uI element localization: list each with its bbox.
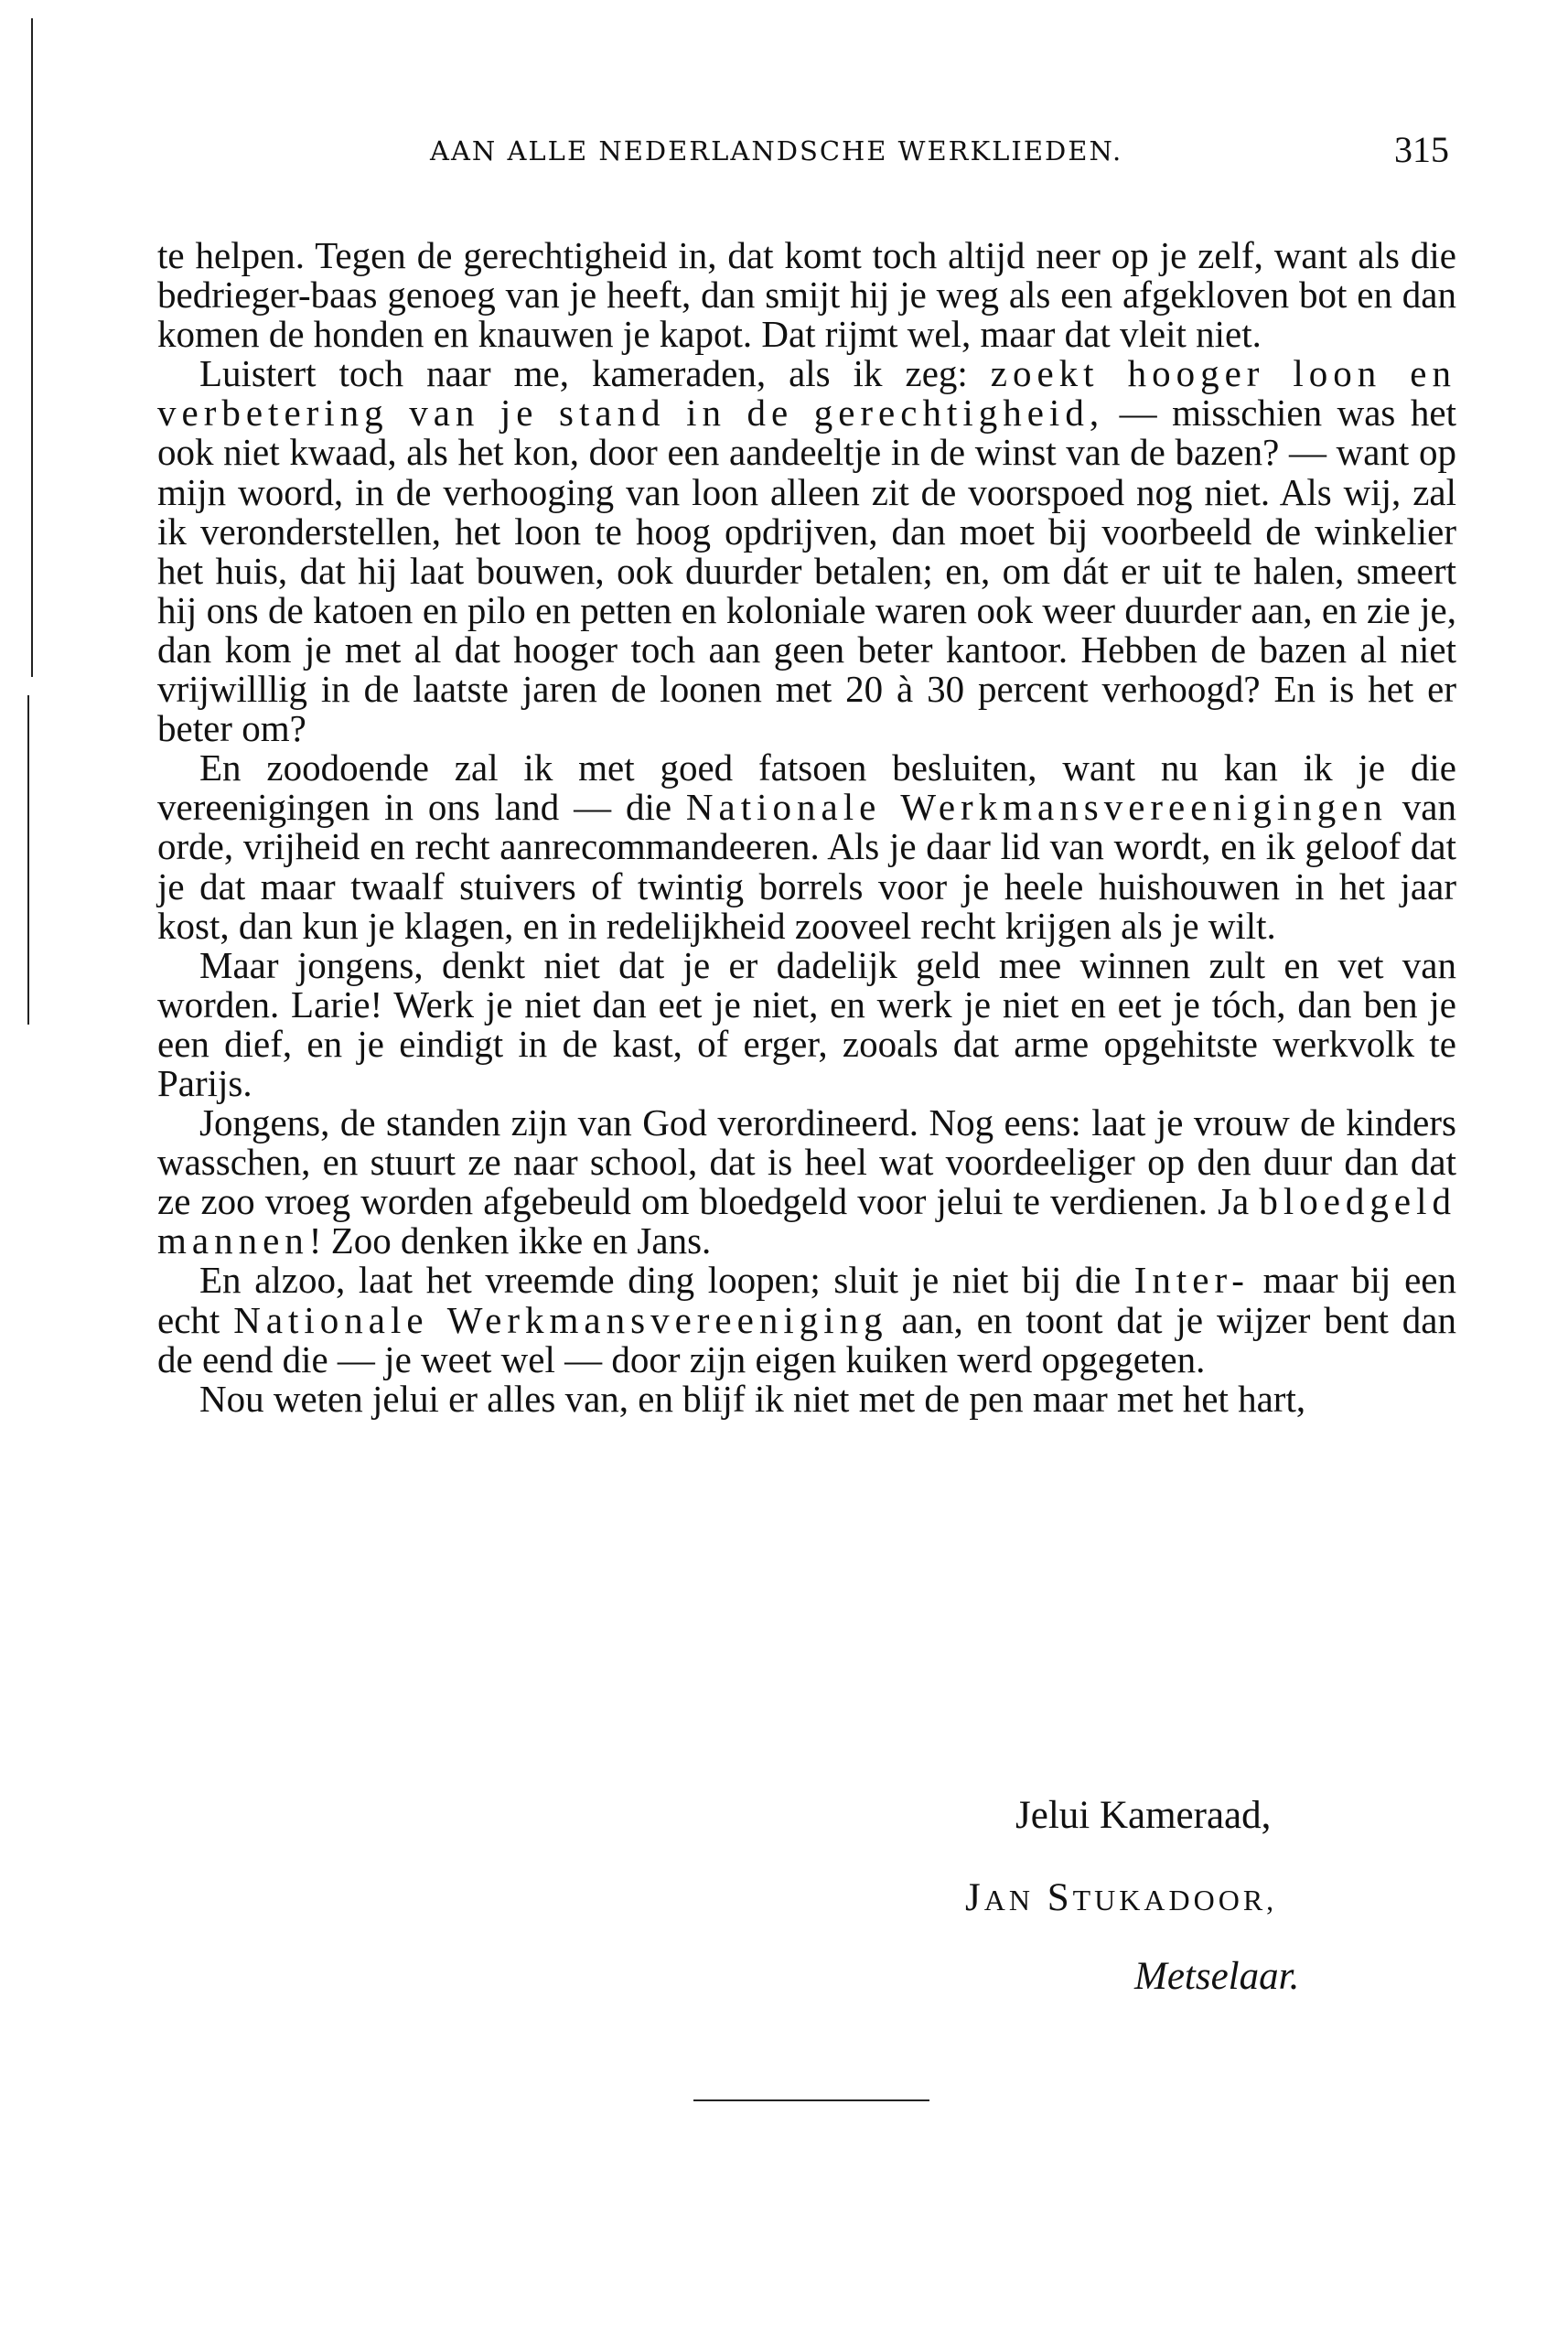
author-trade: Metselaar. [1134,1955,1300,1998]
emphasis-spaced: Nationale Werkmansvereeniging [233,1298,888,1341]
paragraph: Nou weten jelui er alles van, en blijf ik niet met de pen maar met het hart, [199,1377,1306,1420]
text-run: aan, en toont dat je wijzer bent dan de eend die — je weet wel — door zijn eigen kuiken werd opgegeten. [157,1298,1457,1380]
paragraph [157,748,1456,945]
initial-cap: J [965,1876,984,1919]
paragraph: Maar jongens, denkt niet dat je er dadelijk geld mee winnen zult en vet van worden. Larie! Werk je niet dan eet je niet, en werk je niet en eet je tóch, dan ben je een dief, en je eindigt in de kast, of erger, zooals dat arme opgehitste werkvolk te Parijs. [157,943,1456,1104]
emphasis-spaced: Nationale Werkmansvereenigingen [685,786,1388,829]
text-run: ! Zoo denken ikke en Jans. [308,1219,712,1262]
small-caps-run: AN [983,1884,1034,1917]
emphasis-spaced: Inter- [1133,1259,1250,1302]
paragraph [157,1261,1456,1379]
text-run: En zoodoende zal ik met goed fatsoen besluiten, want nu kan ik je die vereenigingen in ons land — die [157,746,1456,829]
scan-edge-line [27,695,29,1025]
paragraph [157,354,1456,748]
running-title: AAN ALLE NEDERLANDSCHE WERKLIEDEN. [430,135,1123,166]
paragraph: te helpen. Tegen de gerechtigheid in, dat komt toch altijd neer op je zelf, want als die bedrieger-baas genoeg van je heeft, dan smijt hij je weg als een afgekloven bot en dan komen de honden en knauwen je kapot. Dat rijmt wel, maar dat vleit niet. [157,234,1456,356]
author-name [965,1875,1277,1920]
text-run: Luistert toch naar me, kameraden, als ik zeg: [199,352,991,395]
scan-edge-line [31,18,33,677]
paragraph [157,1103,1456,1261]
end-rule [693,2099,929,2101]
emphasis-spaced: bloedgeld mannen [157,1180,1456,1262]
text-run: maar bij een echt [157,1259,1456,1341]
letter-closing: Jelui Kameraad, [1015,1794,1272,1837]
small-caps-run: TUKADOOR, [1072,1884,1278,1917]
text-run: En alzoo, laat het vreemde ding loopen; sluit je niet bij die [199,1259,1134,1302]
initial-cap: S [1047,1876,1073,1919]
text-run: — misschien was het ook niet kwaad, als het kon, door een aandeeltje in de winst van de bazen? — want op mijn woord, in de verhooging van loon alleen zit de voorspoed nog niet. Als wij, zal ik veronderstellen, het loon te hoog opdrijven, dan moet bij voorbeeld de winkelier het huis, dat hij laat bouwen, ook duurder betalen; en, om dát er uit te halen, smeert hij ons de katoen en pilo en petten en koloniale waren ook weer duurder aan, en zie je, dan kom je met al dat hooger toch aan geen beter kantoor. Hebben de bazen al niet vrijwilllig in de laatste jaren de loonen met 20 à 30 percent verhoogd? En is het er beter om? [157,392,1456,750]
emphasis-spaced: zoekt hooger loon en verbetering van je stand in de gerechtigheid, [157,352,1456,435]
text-run: van orde, vrijheid en recht aanrecommandeeren. Als je daar lid van wordt, en ik geloof dat je dat maar twaalf stuivers of twintig borrels voor je heele huishouwen in het jaar kost, dan kun je klagen, en in redelijkheid zooveel recht krijgen als je wilt. [157,786,1456,947]
body-text [157,236,1456,1419]
text-run: Jongens, de standen zijn van God verordineerd. Nog eens: laat je vrouw de kinders wasschen, en stuurt ze naar school, dat is heel wat voordeeliger op den duur dan dat ze zoo vroeg worden afgebeuld om bloedgeld voor jelui te verdienen. Ja [157,1101,1456,1223]
page-number: 315 [1394,129,1449,170]
